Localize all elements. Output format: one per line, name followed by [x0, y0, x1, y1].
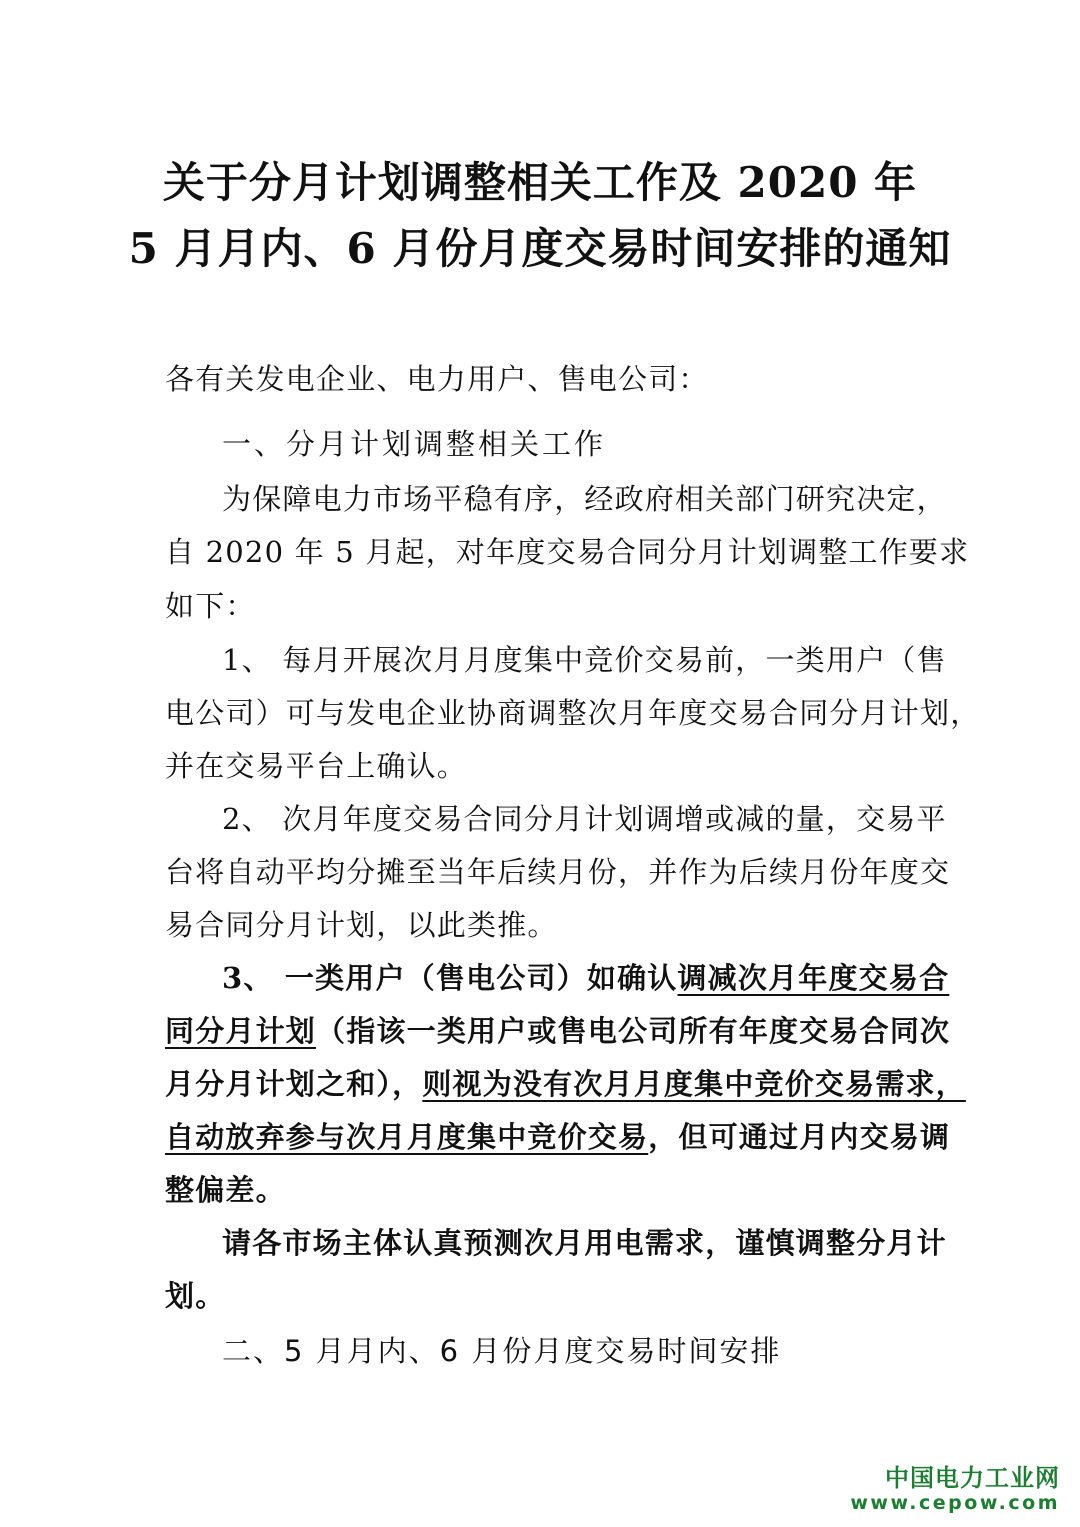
section1-intro-line-3: 如下： [165, 589, 256, 623]
item3-line-1-text: 3、 一类用户（售电公司）如确认 [222, 961, 678, 995]
item2-line-2: 台将自动平均分摊至当年后续月份，并作为后续月份年度交 [165, 855, 951, 889]
section1-heading: 一、分月计划调整相关工作 [222, 427, 607, 461]
section1-intro-line-2: 自 2020 年 5 月起，对年度交易合同分月计划调整工作要求 [165, 535, 970, 569]
closing-line-1: 请各市场主体认真预测次月用电需求，谨慎调整分月计 [222, 1226, 947, 1260]
item2-line-3: 易合同分月计划，以此类推。 [165, 908, 558, 942]
item1-line-3: 并在交易平台上确认。 [165, 749, 468, 783]
item3-line-4-text: ，但可通过月内交易调 [648, 1120, 951, 1154]
watermark-site-url: www.cepow.com [850, 1492, 1060, 1514]
watermark-site-name: 中国电力工业网 [885, 1464, 1060, 1492]
title-line-2: 5 月月内、6 月份月度交易时间安排的通知 [128, 224, 952, 273]
item3-line-3-text: 月分月计划之和）， [165, 1067, 423, 1101]
item3-line-4 [165, 1117, 951, 1157]
item1-line-2: 电公司）可与发电企业协商调整次月年度交易合同分月计划， [165, 696, 981, 730]
item3-line-2-text: （指该一类用户或售电公司所有年度交易合同次 [316, 1014, 951, 1048]
section1-intro-line-1: 为保障电力市场平稳有序，经政府相关部门研究决定， [222, 482, 947, 516]
item3-line-2 [165, 1011, 951, 1051]
item3-line-1 [222, 958, 982, 998]
item1-line-1: 1、 每月开展次月月度集中竞价交易前，一类用户（售 [222, 643, 947, 677]
item3-line-1-underlined: 调减次月年度交易合 [677, 961, 950, 995]
closing-line-2: 划。 [165, 1279, 226, 1313]
item3-line-3-underlined: 则视为没有次月月度集中竞价交易需求， [422, 1067, 966, 1101]
item3-line-3 [165, 1064, 966, 1104]
item3-line-2-underlined: 同分月计划 [165, 1014, 317, 1048]
title-line-1: 关于分月计划调整相关工作及 2020 年 [162, 158, 918, 207]
item3-line-5: 整偏差。 [165, 1173, 286, 1207]
section2-heading: 二、5 月月内、6 月份月度交易时间安排 [222, 1334, 782, 1368]
item3-line-4-underlined: 自动放弃参与次月月度集中竞价交易 [165, 1120, 649, 1154]
item2-line-1: 2、 次月年度交易合同分月计划调增或减的量，交易平 [222, 802, 947, 836]
salutation: 各有关发电企业、电力用户、售电公司： [165, 362, 709, 396]
